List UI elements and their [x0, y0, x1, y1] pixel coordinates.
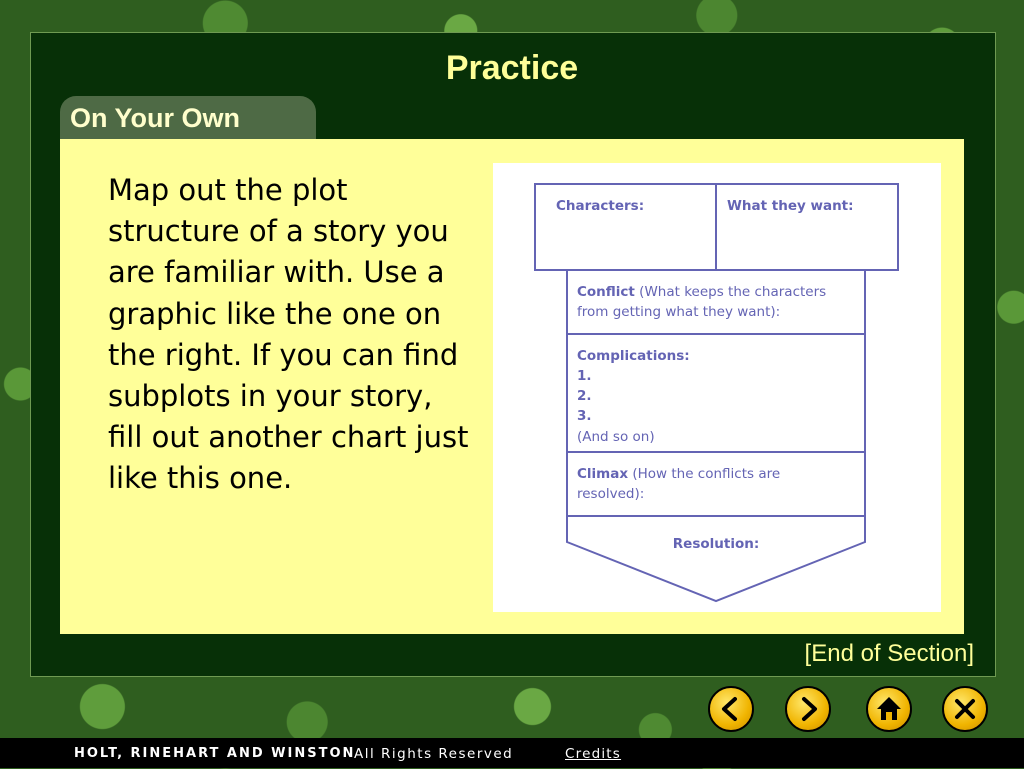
- climax-desc-2: resolved):: [577, 486, 645, 502]
- climax-label: [577, 466, 780, 482]
- conflict-desc-1: (What keeps the characters: [634, 284, 827, 300]
- climax-bold: Climax: [577, 466, 629, 482]
- plot-structure-diagram: [493, 163, 941, 612]
- characters-label: Characters:: [556, 198, 645, 214]
- credits-link[interactable]: Credits: [565, 746, 622, 762]
- complication-item-2: 2.: [577, 388, 592, 404]
- conflict-label: [577, 284, 826, 300]
- complications-label: Complications:: [577, 348, 690, 364]
- resolution-label: Resolution:: [672, 536, 760, 552]
- conflict-desc-2: from getting what they want):: [577, 304, 781, 320]
- feature-menu-button[interactable]: [866, 686, 912, 732]
- climax-box: [567, 452, 865, 516]
- previous-button[interactable]: [708, 686, 754, 732]
- complication-item-3: 3.: [577, 408, 592, 424]
- chevron-right-icon: [787, 688, 829, 730]
- section-tab-label: On Your Own: [70, 103, 241, 133]
- rights-text: All Rights Reserved: [354, 746, 514, 762]
- publisher-name: HOLT, RINEHART AND WINSTON: [74, 746, 356, 761]
- and-so-on-label: (And so on): [577, 429, 655, 445]
- home-icon: [868, 688, 910, 730]
- conflict-box: [567, 270, 865, 334]
- exit-button[interactable]: [942, 686, 988, 732]
- resolution-shape: [567, 516, 865, 601]
- end-of-section-link[interactable]: [End of Section]: [804, 640, 974, 667]
- plot-diagram-graphic: [493, 163, 941, 612]
- instruction-text: Map out the plot structure of a story you are familiar with. Use a graphic like the one on the right. If you can find subplots in your story, fill out another chart just like this one.: [108, 173, 469, 496]
- close-icon: [944, 688, 986, 730]
- complication-item-1: 1.: [577, 368, 592, 384]
- slide-title: Practice: [445, 49, 579, 87]
- conflict-bold: Conflict: [577, 284, 635, 300]
- next-button[interactable]: [785, 686, 831, 732]
- climax-desc-1: (How the conflicts are: [628, 466, 781, 482]
- what-they-want-label: What they want:: [727, 198, 854, 214]
- chevron-left-icon: [710, 688, 752, 730]
